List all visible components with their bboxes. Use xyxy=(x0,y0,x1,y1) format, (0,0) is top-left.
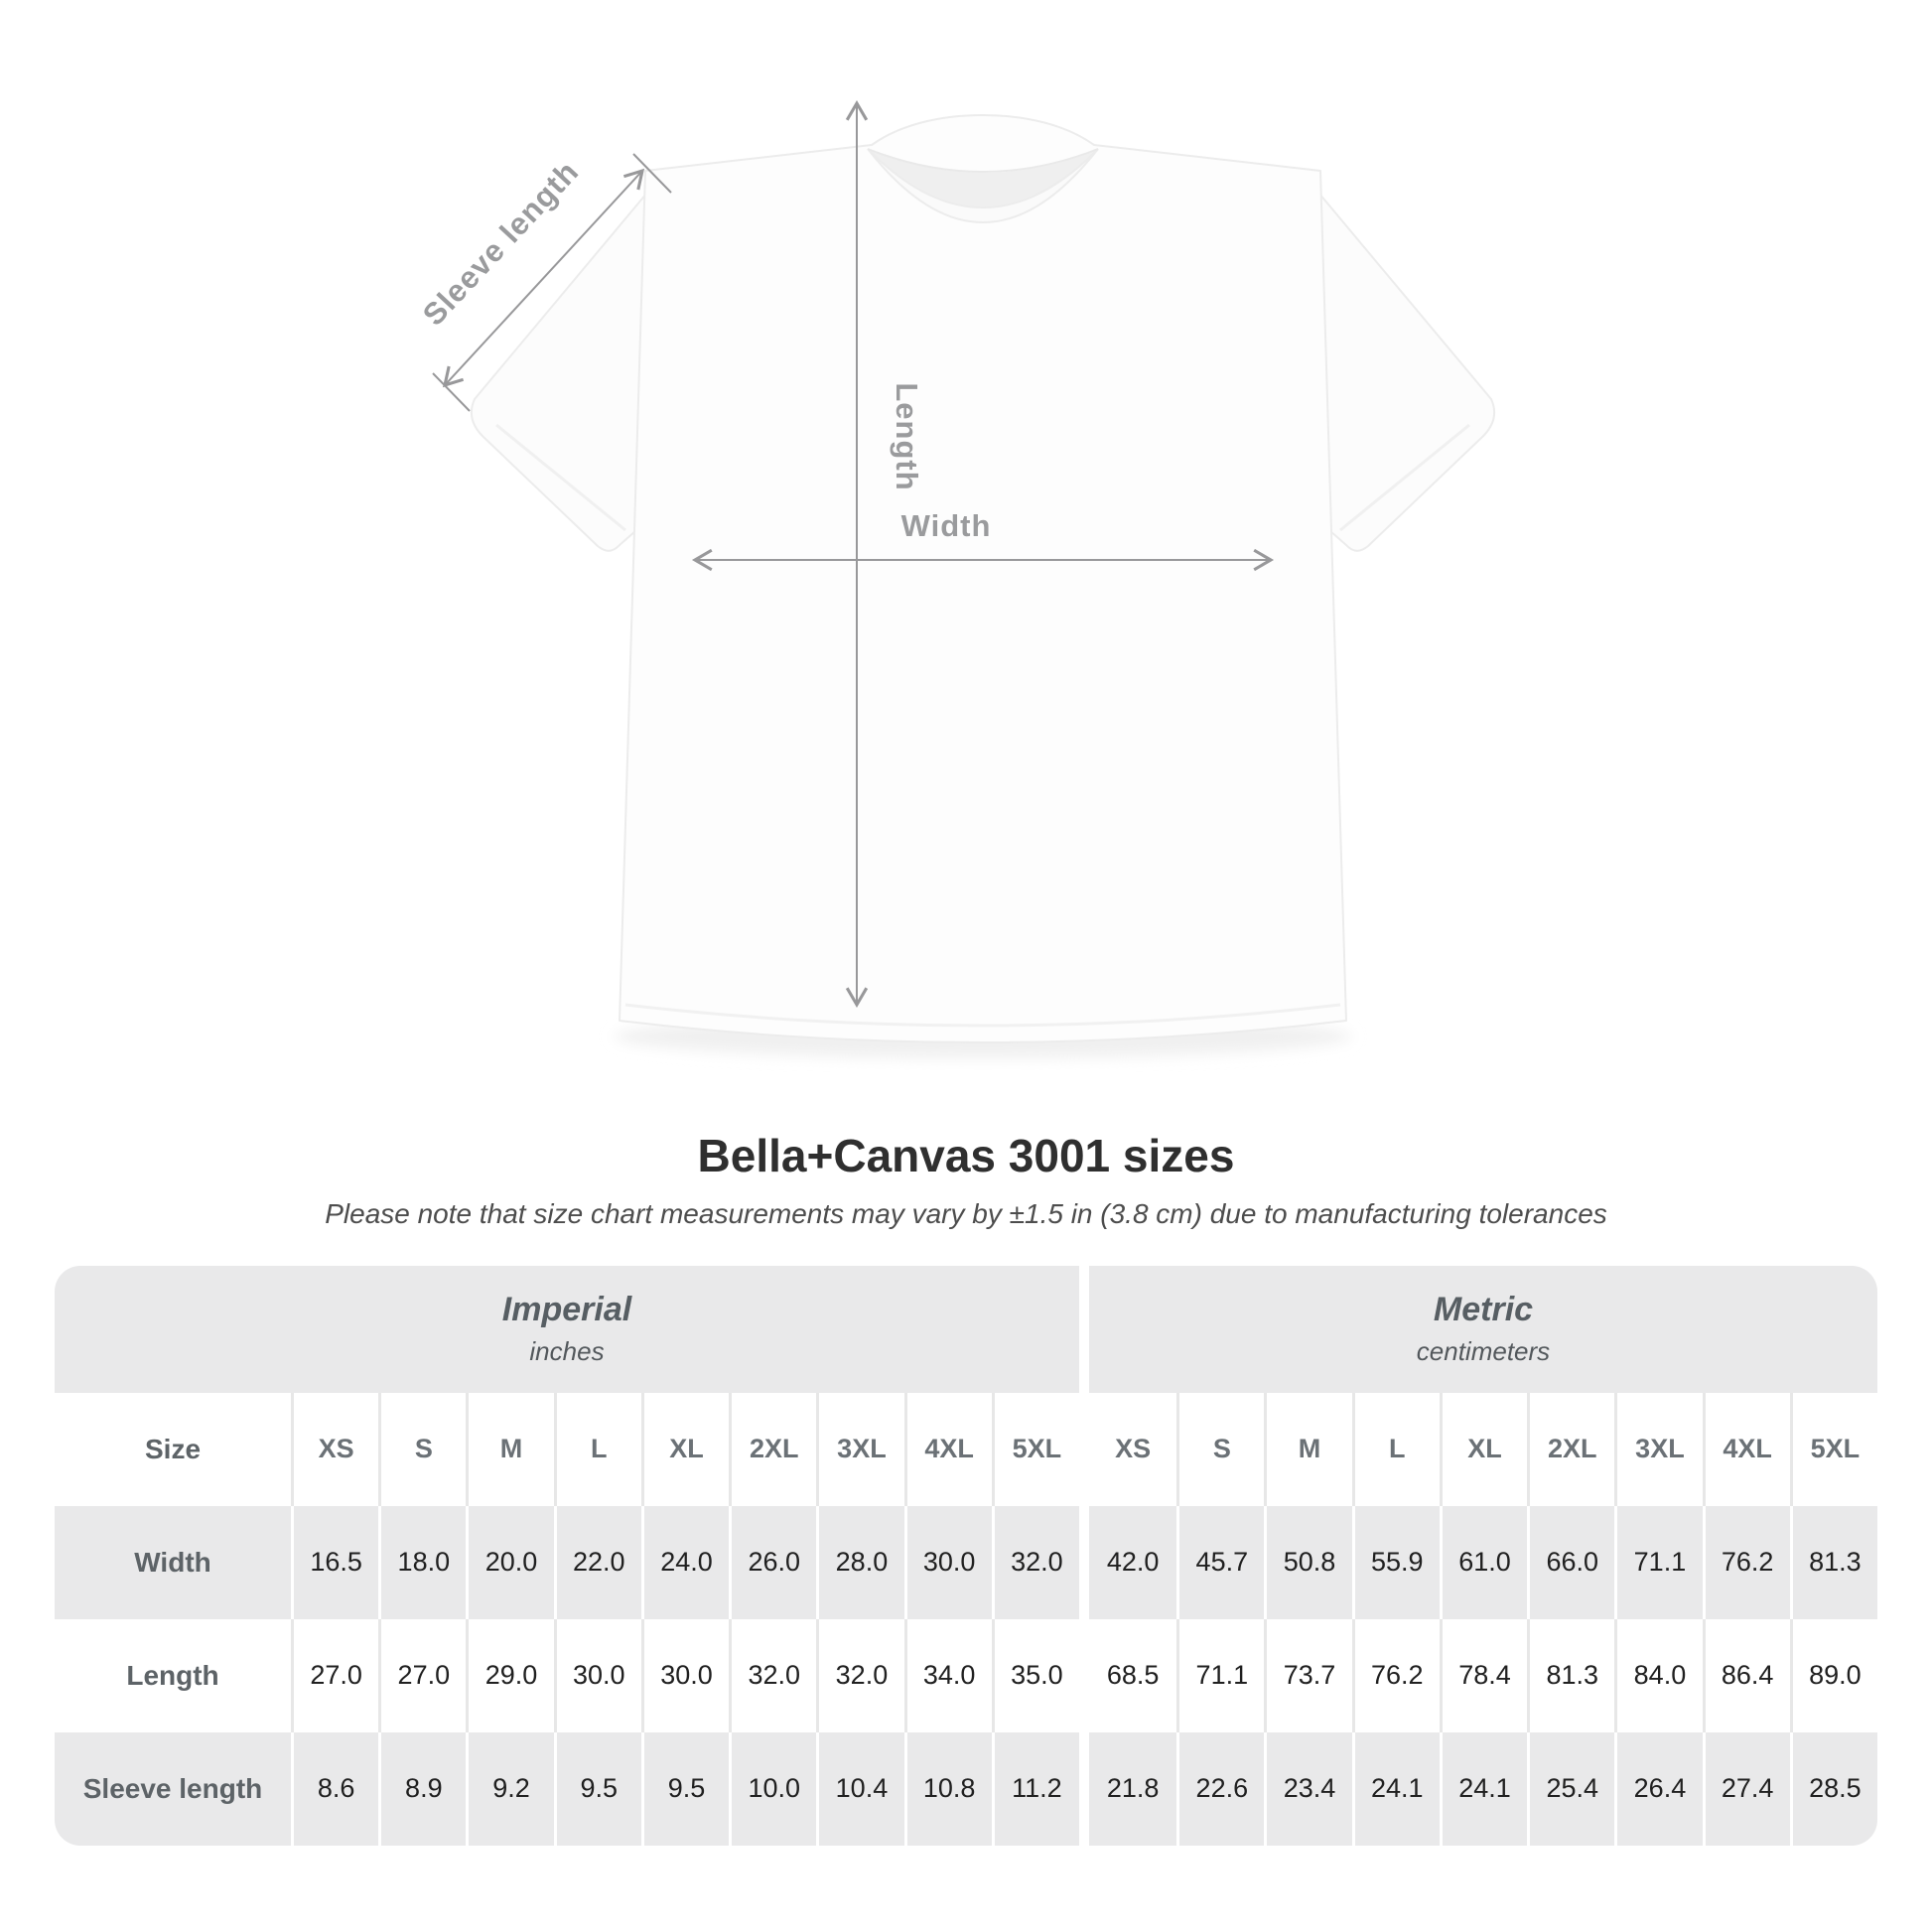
value-cell: 30.0 xyxy=(641,1619,729,1732)
value-cell: 76.2 xyxy=(1703,1506,1790,1619)
value-cell: 9.2 xyxy=(466,1732,553,1846)
row-label-width: Width xyxy=(55,1506,291,1619)
value-cell: 86.4 xyxy=(1703,1619,1790,1732)
size-col-header: XL xyxy=(641,1393,729,1506)
page-title: Bella+Canvas 3001 sizes xyxy=(697,1130,1235,1181)
size-col-header: XS xyxy=(1089,1393,1176,1506)
value-cell: 27.4 xyxy=(1703,1732,1790,1846)
tolerance-note: Please note that size chart measurements may vary by ±1.5 in (3.8 cm) due to manufacturing tolerances xyxy=(325,1197,1607,1229)
value-cell: 50.8 xyxy=(1264,1506,1351,1619)
value-cell: 34.0 xyxy=(904,1619,992,1732)
column-spacer xyxy=(1079,1732,1089,1846)
value-cell: 76.2 xyxy=(1352,1619,1440,1732)
value-cell: 27.0 xyxy=(378,1619,466,1732)
value-cell: 28.5 xyxy=(1790,1732,1877,1846)
row-label-sleeve-length: Sleeve length xyxy=(55,1732,291,1846)
value-cell: 35.0 xyxy=(992,1619,1079,1732)
imperial-label: Imperial xyxy=(501,1291,632,1329)
value-cell: 66.0 xyxy=(1527,1506,1614,1619)
column-spacer xyxy=(1079,1506,1089,1619)
metric-unit-label: centimeters xyxy=(1416,1336,1551,1367)
value-cell: 8.6 xyxy=(291,1732,378,1846)
size-col-header: M xyxy=(1264,1393,1351,1506)
size-col-header: 3XL xyxy=(816,1393,903,1506)
value-cell: 24.1 xyxy=(1440,1732,1527,1846)
value-cell: 32.0 xyxy=(816,1619,903,1732)
size-col-header: L xyxy=(1352,1393,1440,1506)
value-cell: 25.4 xyxy=(1527,1732,1614,1846)
value-cell: 26.4 xyxy=(1614,1732,1702,1846)
value-cell: 81.3 xyxy=(1790,1506,1877,1619)
value-cell: 24.0 xyxy=(641,1506,729,1619)
size-col-header: 5XL xyxy=(992,1393,1079,1506)
value-cell: 45.7 xyxy=(1176,1506,1264,1619)
value-cell: 9.5 xyxy=(554,1732,641,1846)
value-cell: 89.0 xyxy=(1790,1619,1877,1732)
row-label-length: Length xyxy=(55,1619,291,1732)
value-cell: 10.8 xyxy=(904,1732,992,1846)
metric-label: Metric xyxy=(1433,1291,1534,1329)
size-col-header: L xyxy=(554,1393,641,1506)
value-cell: 10.0 xyxy=(729,1732,816,1846)
value-cell: 30.0 xyxy=(904,1506,992,1619)
value-cell: 22.6 xyxy=(1176,1732,1264,1846)
value-cell: 8.9 xyxy=(378,1732,466,1846)
value-cell: 27.0 xyxy=(291,1619,378,1732)
size-col-header: M xyxy=(466,1393,553,1506)
value-cell: 18.0 xyxy=(378,1506,466,1619)
size-col-header: 3XL xyxy=(1614,1393,1702,1506)
size-col-header: 2XL xyxy=(1527,1393,1614,1506)
value-cell: 61.0 xyxy=(1440,1506,1527,1619)
value-cell: 71.1 xyxy=(1614,1506,1702,1619)
size-table xyxy=(55,1266,1877,1846)
value-cell: 73.7 xyxy=(1264,1619,1351,1732)
value-cell: 23.4 xyxy=(1264,1732,1351,1846)
value-cell: 81.3 xyxy=(1527,1619,1614,1732)
size-col-header: XL xyxy=(1440,1393,1527,1506)
size-col-header: XS xyxy=(291,1393,378,1506)
size-col-header: 4XL xyxy=(1703,1393,1790,1506)
width-label: Width xyxy=(900,508,992,543)
value-cell: 84.0 xyxy=(1614,1619,1702,1732)
imperial-unit-label: inches xyxy=(529,1336,605,1367)
size-col-header: S xyxy=(1176,1393,1264,1506)
value-cell: 78.4 xyxy=(1440,1619,1527,1732)
column-spacer xyxy=(1079,1393,1089,1506)
value-cell: 32.0 xyxy=(729,1619,816,1732)
value-cell: 24.1 xyxy=(1352,1732,1440,1846)
value-cell: 20.0 xyxy=(466,1506,553,1619)
size-col-header: S xyxy=(378,1393,466,1506)
size-column-header: Size xyxy=(55,1393,291,1506)
value-cell: 22.0 xyxy=(554,1506,641,1619)
value-cell: 29.0 xyxy=(466,1619,553,1732)
value-cell: 16.5 xyxy=(291,1506,378,1619)
metric-header xyxy=(1089,1266,1877,1393)
value-cell: 68.5 xyxy=(1089,1619,1176,1732)
size-col-header: 2XL xyxy=(729,1393,816,1506)
size-col-header: 5XL xyxy=(1790,1393,1877,1506)
length-label: Length xyxy=(890,382,924,491)
value-cell: 21.8 xyxy=(1089,1732,1176,1846)
value-cell: 71.1 xyxy=(1176,1619,1264,1732)
column-spacer xyxy=(1079,1619,1089,1732)
value-cell: 28.0 xyxy=(816,1506,903,1619)
title-block xyxy=(0,1112,1932,1230)
value-cell: 11.2 xyxy=(992,1732,1079,1846)
value-cell: 9.5 xyxy=(641,1732,729,1846)
sleeve-length-label: Sleeve length xyxy=(415,154,586,333)
value-cell: 30.0 xyxy=(554,1619,641,1732)
size-col-header: 4XL xyxy=(904,1393,992,1506)
imperial-header xyxy=(55,1266,1079,1393)
tshirt-body xyxy=(614,115,1352,1058)
value-cell: 26.0 xyxy=(729,1506,816,1619)
column-spacer xyxy=(1079,1266,1089,1379)
value-cell: 32.0 xyxy=(992,1506,1079,1619)
value-cell: 42.0 xyxy=(1089,1506,1176,1619)
value-cell: 10.4 xyxy=(816,1732,903,1846)
value-cell: 55.9 xyxy=(1352,1506,1440,1619)
